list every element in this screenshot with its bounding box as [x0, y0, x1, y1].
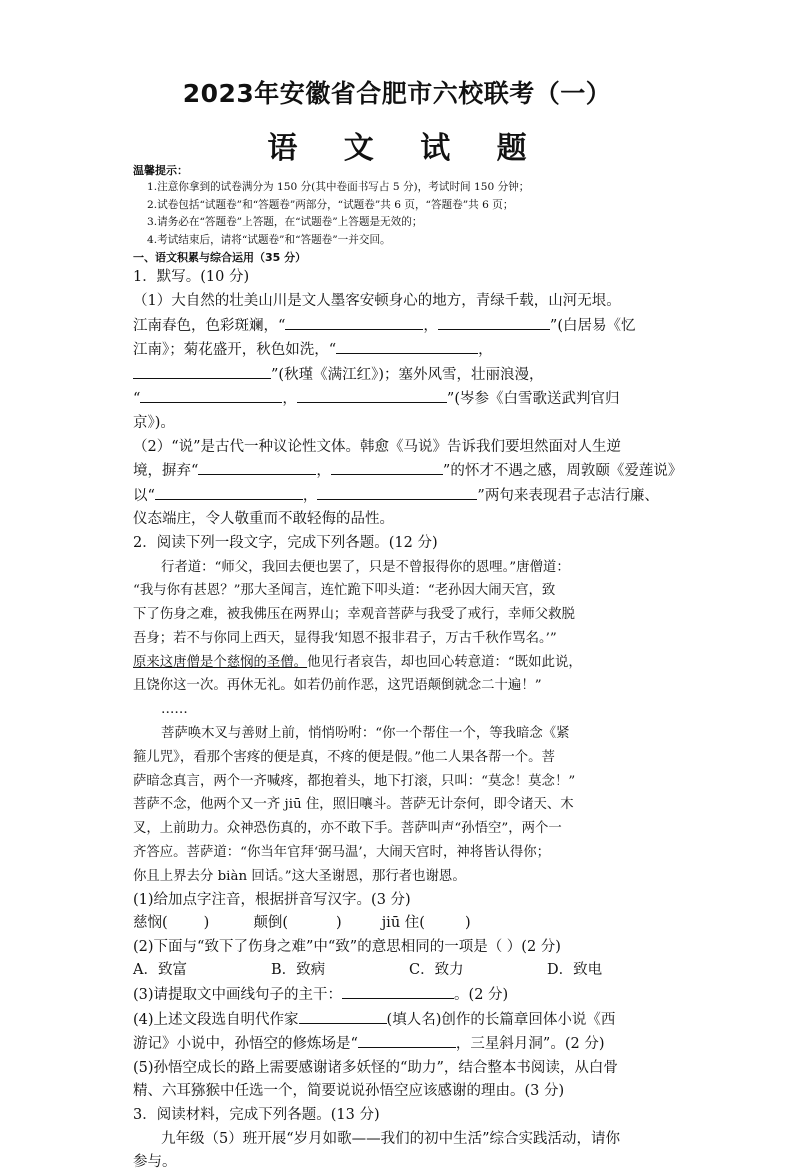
- tips-heading: 温馨提示：: [133, 164, 188, 177]
- q1-text: [133, 387, 669, 412]
- q-text-part: (3)请提取文中画线句子的主干：: [133, 987, 343, 1004]
- answer-blank[interactable]: [297, 387, 447, 403]
- q1-text-part: ”(白居易《忆: [549, 317, 636, 334]
- excerpt-line: 箍儿咒》，看那个害疼的便是真，不疼的便是假。”他二人果各帮一个。菩: [133, 749, 555, 765]
- q-text-part: (填人名)创作的长篇章回体小说《西: [386, 1011, 616, 1028]
- q1-text-part: ，: [302, 487, 318, 504]
- excerpt-line: 下了伤身之难，被我佛压在两界山；幸观音菩萨与我受了戒行，幸师父救脱: [133, 607, 575, 623]
- question-2-heading: 2．阅读下列一段文字，完成下列各题。(12 分): [133, 534, 438, 551]
- subquestion-2-options: [133, 959, 669, 983]
- q1-text-part: ，: [316, 463, 331, 480]
- answer-blank[interactable]: [155, 484, 303, 500]
- answer-blank[interactable]: [299, 1008, 387, 1024]
- answer-blank[interactable]: [336, 338, 478, 354]
- q-text-part: (4)上述文段选自明代作家: [133, 1011, 299, 1028]
- exam-title: 2023年安徽省合肥市六校联考（一）: [182, 79, 612, 108]
- subquestion-2: (2)下面与“致下了伤身之难”中“致”的意思相同的一项是（ ）(2 分): [133, 938, 561, 955]
- item-text: ): [336, 915, 342, 932]
- section-heading: 一、语文积累与综合运用（35 分）: [133, 251, 307, 265]
- q1-text: [133, 459, 683, 484]
- q1-text-part: 江南春色，色彩斑斓，“: [133, 317, 286, 334]
- excerpt-line: 菩萨不念，他两个又一齐 jiū 住，照旧嚷斗。菩萨无计奈何，即令诸天、木: [133, 797, 574, 813]
- excerpt-line: [133, 651, 669, 675]
- subquestion-3: [133, 983, 669, 1008]
- answer-blank[interactable]: [140, 387, 282, 403]
- q1-text-part: ”(秋瑾《满江红》)；塞外风雪，壮丽浪漫，: [271, 366, 544, 383]
- q1-text-part: “: [133, 391, 141, 408]
- exam-content: [133, 163, 683, 1175]
- option-c[interactable]: C．致力: [409, 962, 464, 979]
- tip-item: 4.考试结束后，请将“试题卷”和“答题卷”一并交回。: [147, 233, 391, 246]
- item-text: ): [464, 915, 471, 932]
- q1-text-part: 江南》；菊花盛开，秋色如洗，“: [133, 342, 337, 359]
- q1-text: [133, 484, 669, 509]
- answer-blank[interactable]: [342, 983, 454, 999]
- excerpt-line: 你且上界去分 biàn 回话。”这大圣谢恩，那行者也谢恩。: [133, 868, 466, 884]
- subquestion-4: [133, 1008, 669, 1033]
- q3-text: 九年级（5）班开展“岁月如歌——我们的初中生活”综合实践活动，请你: [161, 1130, 621, 1147]
- excerpt-line: 吾身；若不与你同上西天，显得我‘知恩不报非君子，万古千秋作骂名。’”: [133, 630, 557, 646]
- subquestion-4: [133, 1032, 669, 1057]
- tip-item: 2.试卷包括“试题卷”和“答题卷”两部分，“试题卷”共 6 页，“答题卷”共 6 页；: [147, 198, 514, 211]
- ellipsis: ……: [161, 702, 188, 718]
- q1-text-part: ，: [423, 317, 438, 334]
- answer-blank[interactable]: [331, 459, 443, 475]
- q1-text: 京》)。: [133, 414, 175, 431]
- excerpt-line: 萨暗念真言，两个一齐喊疼，都抱着头，地下打滚，只叫：“莫念！莫念！”: [133, 773, 576, 789]
- q1-text: [133, 314, 669, 339]
- excerpt-line: “我与你有甚恩？”那大圣闻言，连忙跪下叩头道：“老孙因大闹天宫，致: [133, 583, 556, 599]
- question-3-heading: 3．阅读材料，完成下列各题。(13 分): [133, 1107, 380, 1123]
- answer-blank[interactable]: [358, 1032, 456, 1048]
- q1-text-part: ”的怀才不遇之感，周敦颐《爱莲说》: [442, 463, 683, 480]
- q1-text: （1）大自然的壮美山川是文人墨客安顿身心的地方，青绿千载，山河无垠。: [133, 292, 621, 309]
- q1-text: [133, 363, 669, 388]
- subquestion-1: (1)给加点字注音，根据拼音写汉字。(3 分): [133, 891, 411, 908]
- q3-text: 参与。: [133, 1154, 177, 1171]
- q1-text-part: ”两句来表现君子志洁行廉、: [477, 487, 659, 504]
- excerpt-line: 菩萨唤木叉与善财上前，悄悄吩咐：“你一个帮住一个，等我暗念《紧: [161, 726, 570, 742]
- q1-text-part: ，: [478, 342, 493, 359]
- excerpt-line: 叉，上前助力。众神恐伤真的，亦不敢下手。菩萨叫声“孙悟空”，两个一: [133, 821, 562, 837]
- item-text: ): [203, 915, 210, 932]
- tip-item: 3.请务必在“答题卷”上答题，在“试题卷”上答题是无效的；: [147, 216, 423, 229]
- q-text-part: ，三星斜月洞”。(2 分): [455, 1036, 605, 1053]
- question-1-heading: 1．默写。(10 分): [133, 269, 250, 286]
- q-text-part: 游记》小说中，孙悟空的修炼场是“: [133, 1036, 358, 1053]
- underlined-sentence: 原来这唐僧是个慈悯的圣僧。: [133, 654, 308, 670]
- excerpt-text: 他见行者哀告，却也回心转意道：“既如此说，: [307, 654, 582, 670]
- q1-text-part: ，: [282, 391, 297, 408]
- item-text: 慈悯(: [133, 915, 168, 932]
- option-b[interactable]: B．致病: [271, 962, 326, 979]
- tip-item: 1.注意你拿到的试卷满分为 150 分(其中卷面书写占 5 分)，考试时间 150 分钟；: [147, 181, 530, 193]
- excerpt-line: 行者道：“师父，我回去便也罢了，只是不曾报得你的恩哩。”唐僧道：: [161, 559, 570, 575]
- q1-text-part: ”(岑参《白雪歌送武判官归: [446, 391, 620, 408]
- q1-text: [133, 338, 669, 363]
- excerpt-line: 齐答应。菩萨道：“你当年官拜‘弼马温’，大闹天宫时，神将皆认得你；: [133, 845, 551, 861]
- item-text: jiū 住(: [381, 915, 425, 932]
- answer-blank[interactable]: [198, 459, 316, 475]
- answer-blank[interactable]: [438, 314, 550, 330]
- excerpt-line: 且饶你这一次。再休无礼。如若仍前作恶，这咒语颠倒就念二十遍！”: [133, 678, 542, 694]
- q1-text: 仪态端庄，令人敬重而不敢轻侮的品性。: [133, 511, 394, 528]
- q1-text-part: 以“: [133, 487, 155, 504]
- exam-subtitle: 语 文 试 题: [267, 131, 545, 166]
- answer-blank[interactable]: [317, 484, 477, 500]
- subquestion-5: (5)孙悟空成长的路上需要感谢诸多妖怪的“助力”，结合整本书阅读，从白骨: [133, 1059, 618, 1076]
- option-d[interactable]: D．致电: [547, 962, 603, 979]
- q1-text: （2）“说”是古代一种议论性文体。韩愈《马说》告诉我们要坦然面对人生逆: [133, 438, 622, 455]
- option-a[interactable]: A．致富: [133, 962, 187, 979]
- subquestion-5: 精、六耳猕猴中任选一个，简要说说孙悟空应该感谢的理由。(3 分): [133, 1083, 565, 1100]
- q1-text-part: 境，摒弃“: [133, 463, 199, 480]
- q-text-part: 。(2 分): [454, 987, 509, 1004]
- item-text: 颠倒(: [253, 915, 289, 932]
- answer-blank[interactable]: [133, 363, 271, 379]
- subquestion-1-items: [133, 912, 669, 936]
- answer-blank[interactable]: [285, 314, 423, 330]
